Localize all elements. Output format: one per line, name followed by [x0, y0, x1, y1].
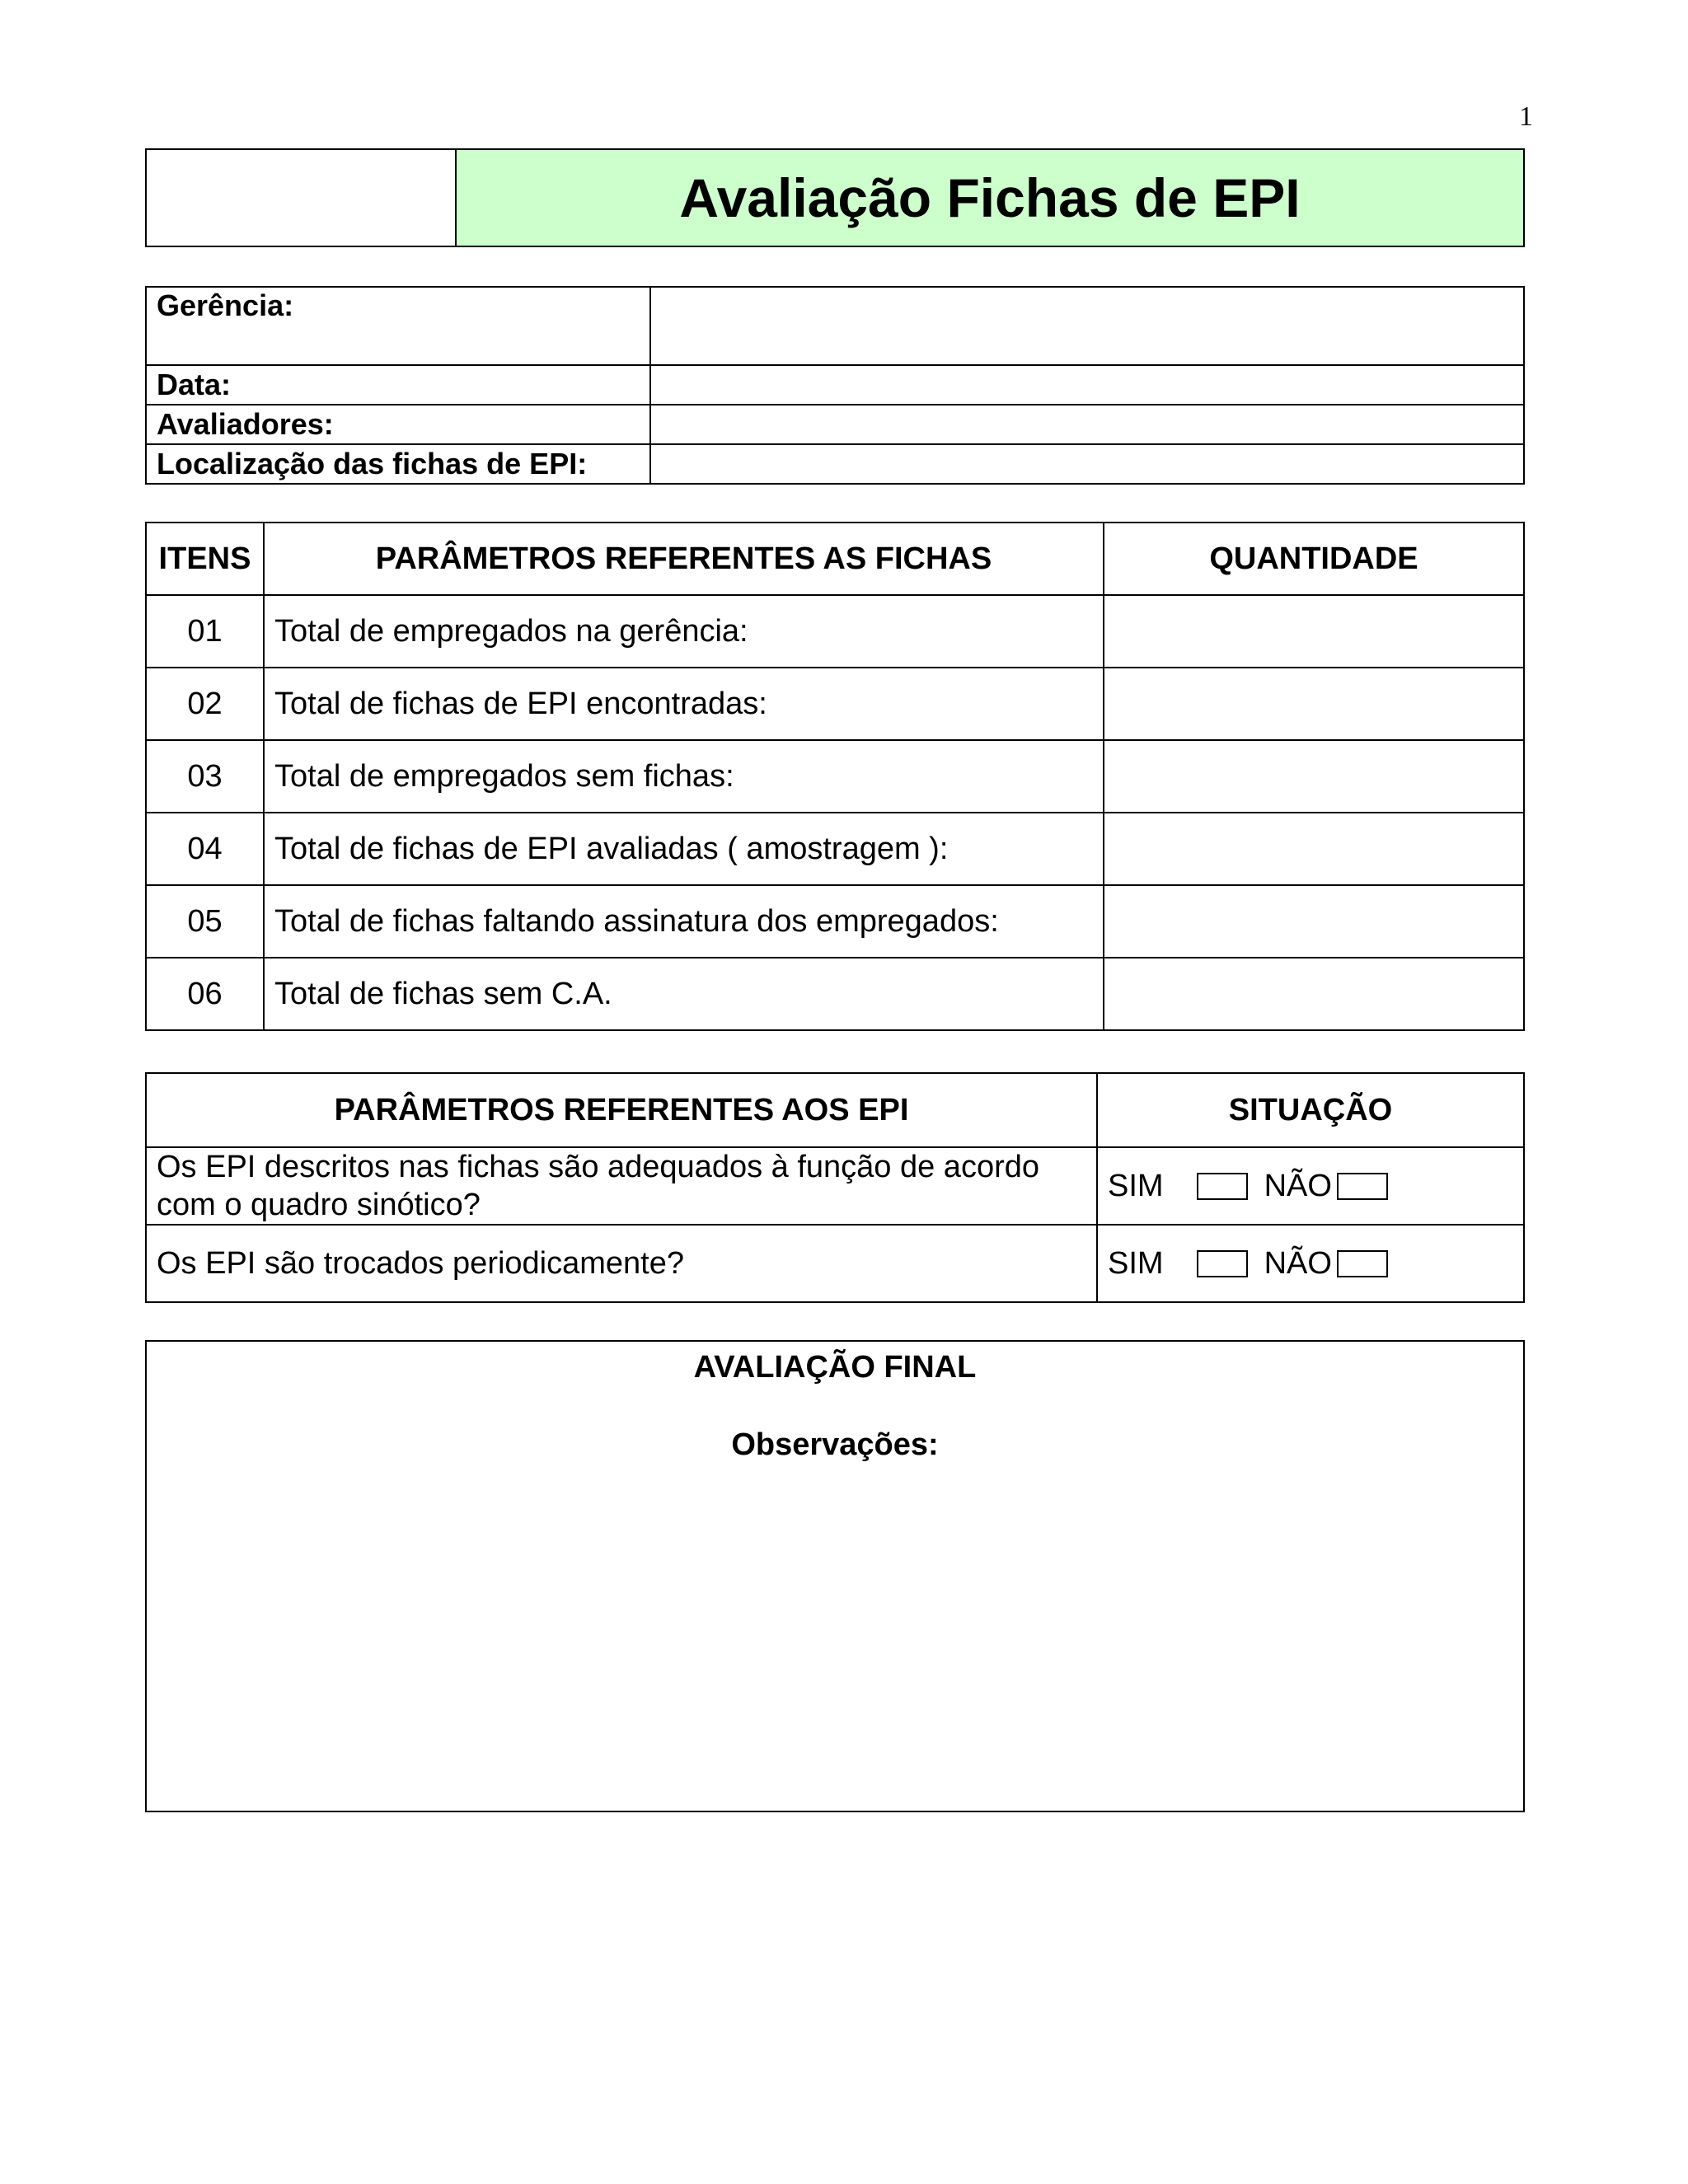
item-number: 06 — [146, 958, 264, 1030]
final-evaluation-title: AVALIAÇÃO FINAL — [693, 1350, 977, 1385]
param-label: Total de empregados sem fichas: — [264, 740, 1104, 813]
param-label: Total de fichas de EPI encontradas: — [264, 668, 1104, 740]
item-number: 02 — [146, 668, 264, 740]
col-header-itens: ITENS — [146, 523, 264, 595]
quantity-field[interactable] — [1104, 740, 1524, 813]
col-header-situacao: SITUAÇÃO — [1097, 1073, 1524, 1147]
localizacao-label: Localização das fichas de EPI: — [146, 444, 650, 484]
sim-label: SIM — [1108, 1168, 1164, 1203]
info-table — [145, 286, 1525, 485]
table-row — [146, 1147, 1524, 1225]
param-label: Total de fichas de EPI avaliadas ( amostragem ): — [264, 813, 1104, 885]
quantity-field[interactable] — [1104, 958, 1524, 1030]
avaliadores-label: Avaliadores: — [146, 405, 650, 444]
param-label: Total de fichas faltando assinatura dos empregados: — [264, 885, 1104, 958]
nao-checkbox[interactable] — [1337, 1250, 1388, 1277]
question-text: Os EPI são trocados periodicamente? — [146, 1225, 1097, 1302]
fichas-table — [145, 522, 1525, 1031]
table-row — [146, 740, 1524, 813]
col-header-parametros-epi: PARÂMETROS REFERENTES AOS EPI — [146, 1073, 1097, 1147]
quantity-field[interactable] — [1104, 668, 1524, 740]
localizacao-field[interactable] — [650, 444, 1524, 484]
logo-cell — [146, 149, 456, 246]
table-row — [146, 958, 1524, 1030]
table-row — [146, 668, 1524, 740]
item-number: 01 — [146, 595, 264, 668]
quantity-field[interactable] — [1104, 885, 1524, 958]
param-label: Total de empregados na gerência: — [264, 595, 1104, 668]
nao-label: NÃO — [1264, 1245, 1332, 1281]
nao-checkbox[interactable] — [1337, 1173, 1388, 1200]
data-field[interactable] — [650, 365, 1524, 405]
table-row — [146, 1225, 1524, 1302]
item-number: 04 — [146, 813, 264, 885]
gerencia-field[interactable] — [650, 287, 1524, 365]
col-header-quantidade: QUANTIDADE — [1104, 523, 1524, 595]
question-text: Os EPI descritos nas fichas são adequados à função de acordo com o quadro sinótico? — [146, 1147, 1097, 1225]
sim-checkbox[interactable] — [1197, 1250, 1248, 1277]
quantity-field[interactable] — [1104, 595, 1524, 668]
final-evaluation-box[interactable] — [145, 1340, 1525, 1812]
epi-table — [145, 1072, 1525, 1303]
sim-label: SIM — [1108, 1245, 1164, 1281]
page-number: 1 — [1519, 101, 1533, 132]
quantity-field[interactable] — [1104, 813, 1524, 885]
avaliadores-field[interactable] — [650, 405, 1524, 444]
table-row — [146, 595, 1524, 668]
title-table — [145, 148, 1525, 247]
table-row — [146, 885, 1524, 958]
nao-label: NÃO — [1264, 1168, 1332, 1203]
observacoes-label: Observações: — [731, 1427, 939, 1462]
col-header-parametros-fichas: PARÂMETROS REFERENTES AS FICHAS — [264, 523, 1104, 595]
item-number: 05 — [146, 885, 264, 958]
situacao-options — [1097, 1147, 1524, 1225]
sim-checkbox[interactable] — [1197, 1173, 1248, 1200]
data-label: Data: — [146, 365, 650, 405]
situacao-options — [1097, 1225, 1524, 1302]
gerencia-label: Gerência: — [146, 287, 650, 365]
param-label: Total de fichas sem C.A. — [264, 958, 1104, 1030]
item-number: 03 — [146, 740, 264, 813]
table-row — [146, 813, 1524, 885]
page-title: Avaliação Fichas de EPI — [456, 149, 1524, 246]
